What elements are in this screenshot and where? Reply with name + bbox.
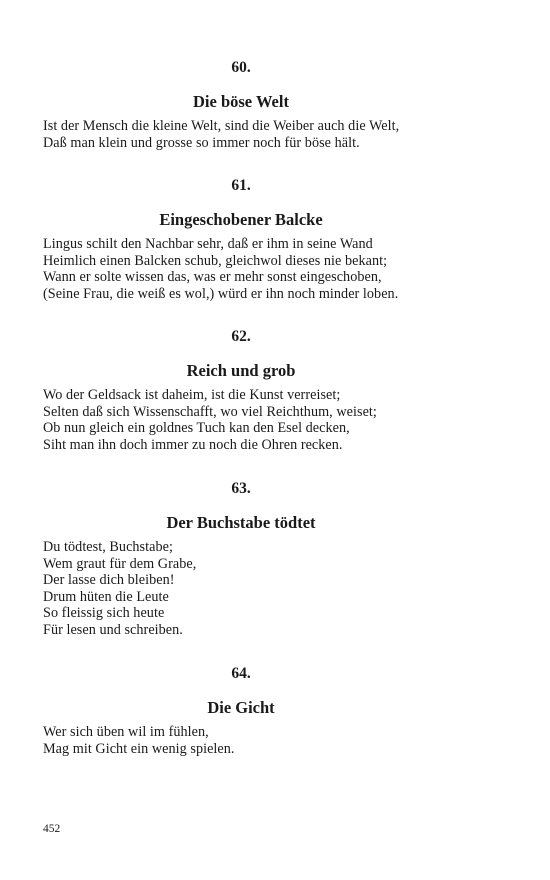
poem-number: 61. (231, 177, 251, 194)
poem-line: Lingus schilt den Nachbar sehr, daß er ihm in seine Wand (43, 236, 373, 252)
poem-number: 62. (231, 328, 251, 345)
poem-title: Die böse Welt (193, 92, 289, 111)
poem-line: Ist der Mensch die kleine Welt, sind die Weiber auch die Welt, (43, 118, 400, 134)
poem-number: 63. (231, 480, 251, 497)
page-number: 452 (43, 823, 61, 835)
poem-number: 64. (231, 665, 251, 682)
poem-number: 60. (231, 59, 251, 76)
poem-line: Der lasse dich bleiben! (43, 572, 175, 589)
poem-line: Selten daß sich Wissenschafft, wo viel Reichthum, weiset; (43, 403, 377, 420)
poem-line: Drum hüten die Leute (43, 588, 169, 605)
poem-line: So fleissig sich heute (43, 605, 165, 622)
poem-line: Für lesen und schreiben. (43, 621, 183, 638)
poem-body (43, 724, 483, 757)
poem-63 (43, 479, 483, 639)
poem-line: Siht man ihn doch immer zu noch die Ohren recken. (43, 436, 343, 453)
poem-line: Wer sich üben wil im fühlen, (43, 724, 209, 740)
poem-line: Du tödtest, Buchstabe; (43, 539, 173, 555)
poem-line: Mag mit Gicht ein wenig spielen. (43, 740, 235, 757)
poem-line: Wo der Geldsack ist daheim, ist die Kunst verreiset; (43, 387, 341, 403)
poem-64 (43, 664, 483, 757)
poem-body (43, 236, 483, 302)
poem-62 (43, 327, 483, 453)
poem-title: Die Gicht (207, 698, 275, 717)
poem-title: Der Buchstabe tödtet (166, 513, 316, 532)
poem-line: Heimlich einen Balcken schub, gleichwol dieses nie bekant; (43, 252, 388, 269)
poem-line: Wann er solte wissen das, was er mehr sonst eingeschoben, (43, 269, 382, 286)
poem-body (43, 387, 483, 453)
poem-60 (43, 58, 483, 151)
poem-title: Reich und grob (186, 361, 296, 380)
poem-body (43, 118, 483, 151)
poem-61 (43, 176, 483, 302)
poem-line: Ob nun gleich ein goldnes Tuch kan den Esel decken, (43, 420, 350, 437)
poem-body (43, 539, 483, 639)
poem-title: Eingeschobener Balcke (159, 210, 323, 229)
poem-line: (Seine Frau, die weiß es wol,) würd er ihn noch minder loben. (43, 285, 399, 302)
poem-line: Daß man klein und grosse so immer noch für böse hält. (43, 134, 360, 151)
poem-line: Wem graut für dem Grabe, (43, 555, 197, 572)
